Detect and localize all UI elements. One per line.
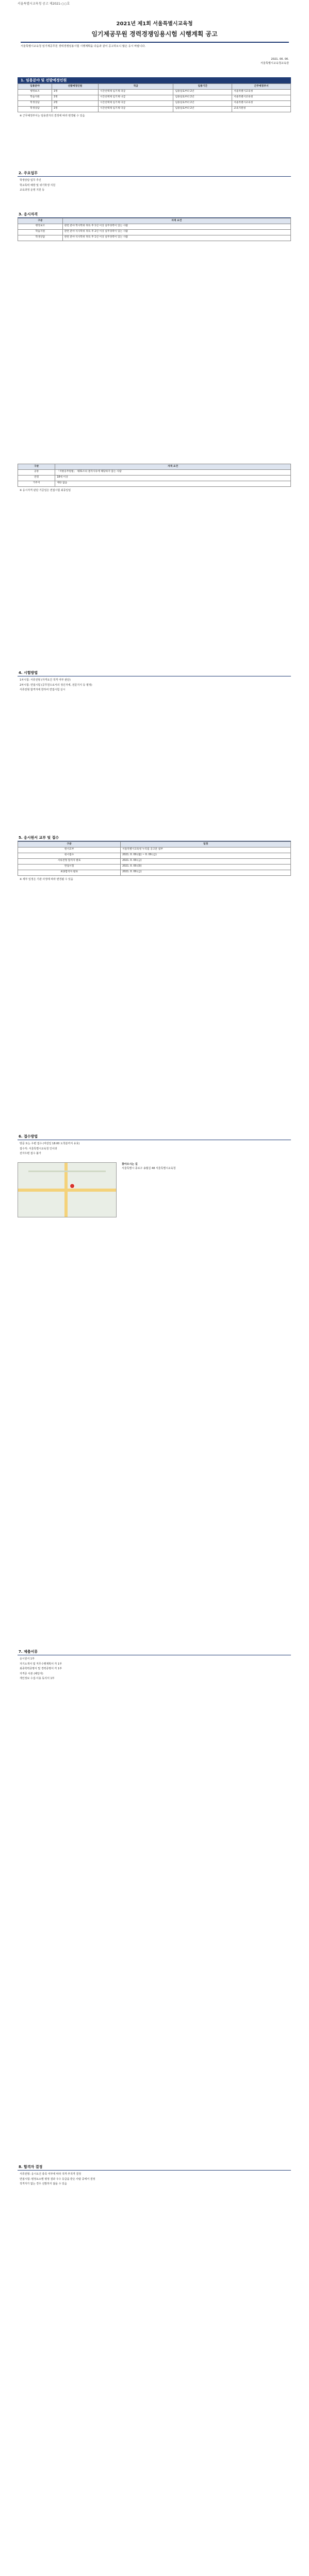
- table-row: [18, 224, 291, 229]
- table-cell: 관련 분야 학사학위 취득 후 1년 이상 실무경력이 있는 사람: [62, 224, 290, 229]
- table-cell: 서류전형 합격자 발표: [18, 858, 121, 864]
- notice-date: 2021. 00. 00.: [271, 58, 289, 61]
- table-cell: 임용일로부터 2년: [173, 100, 232, 106]
- list-item: 자기소개서 및 직무수행계획서 각 1부: [20, 1662, 62, 1666]
- table-row: [18, 870, 291, 875]
- table-cell: 2021. 0. 00.(화): [121, 864, 291, 870]
- table-cell: 서울특별시교육청: [232, 95, 291, 100]
- table-header-cell: 구분: [18, 464, 55, 470]
- office-address: 서울특별시 종로구 송월길 48 서울특별시교육청: [122, 1167, 176, 1170]
- table-row: [18, 853, 291, 858]
- title-divider: [21, 42, 289, 43]
- table-row: [18, 106, 291, 112]
- table-cell: 시간선택제 임기제 라급: [98, 89, 173, 95]
- table-cell: 학습지원: [18, 95, 52, 100]
- list-item: 교육과정 운영 지원 등: [20, 189, 45, 192]
- schedule-table: [18, 841, 291, 876]
- table-cell: 행정보조: [18, 224, 63, 229]
- table-header-cell: 자격 요건: [62, 218, 290, 224]
- title-main: 임기제공무원 경력경쟁임용시험 시행계획 공고: [91, 30, 218, 38]
- table-header-cell: 근무예정부서: [232, 84, 291, 90]
- section-qualifications: [18, 211, 291, 241]
- table-cell: 시간선택제 임기제 나급: [98, 95, 173, 100]
- table-header-cell: 임용분야: [18, 84, 52, 90]
- table-cell: 학생상담: [18, 106, 52, 112]
- section-title: 7. 제출서류: [18, 1649, 291, 1655]
- list-item: 2차시험: 면접시험 (공무원으로서의 정신자세, 전문지식 등 평정): [20, 683, 92, 687]
- table-cell: 서울특별시교육청 누리집 공고문 첨부: [121, 847, 291, 853]
- table-cell: 1명: [52, 95, 98, 100]
- table-row: [18, 235, 291, 241]
- schedule-note: ※ 세부 일정은 기관 사정에 따라 변경될 수 있음: [20, 877, 73, 881]
- table-cell: 교육지원청: [232, 106, 291, 112]
- section-schedule: [18, 835, 291, 883]
- list-item: 방문 또는 우편 접수 (마감일 18:00 도착분까지 유효): [20, 1142, 80, 1145]
- table-row: [18, 481, 291, 486]
- list-item: 개인정보 수집·이용 동의서 1부: [20, 1677, 55, 1680]
- list-item: 자격증 사본 (해당자): [20, 1672, 43, 1675]
- table-row: [18, 847, 291, 853]
- notice-date-block: [186, 58, 289, 65]
- section-positions: [18, 77, 291, 120]
- table-header-cell: 직급: [98, 84, 173, 90]
- section-title: 2. 주요업무: [18, 170, 291, 177]
- qualifications-table: [18, 218, 291, 241]
- duties-list: [18, 177, 291, 195]
- table-cell: 2021. 0. 00.(금): [121, 858, 291, 864]
- table-row: [18, 475, 291, 481]
- map-pin-icon: [70, 1183, 75, 1189]
- table-cell: 관련 분야 석사학위 취득 후 2년 이상 실무경력이 있는 사람: [62, 229, 290, 235]
- table-cell: 행정보조: [18, 89, 52, 95]
- common-qualifications-table: [18, 464, 291, 487]
- list-item: 면접시험: 평정요소별 평정 결과 우수 등급을 받은 사람 중에서 결정: [20, 2177, 95, 2181]
- table-header-cell: 일정: [121, 842, 291, 848]
- table-row: [18, 95, 291, 100]
- section-selection: [18, 2164, 291, 2189]
- intro-text: 서울특별시교육청 임기제공무원 경력경쟁임용시험 시행계획을 다음과 같이 공고하오니 많은 응시 바랍니다.: [21, 45, 145, 48]
- section-title: 3. 응시자격: [18, 211, 291, 218]
- table-cell: 18세 이상: [55, 475, 291, 481]
- table-header-cell: 구분: [18, 842, 121, 848]
- table-header-cell: 자격 요건: [55, 464, 291, 470]
- section-exam-method: [18, 670, 291, 694]
- table-cell: 2021. 0. 00.(월) ~ 0. 00.(금): [121, 853, 291, 858]
- list-item: 전자우편 접수 불가: [20, 1152, 41, 1155]
- notice-org: 서울특별시교육청교육감: [260, 61, 289, 65]
- positions-note: ※ 근무예정부서는 임용권자의 결정에 따라 변경될 수 있음: [20, 114, 85, 117]
- list-item: 응시원서 1부: [20, 1657, 35, 1660]
- section-title: 5. 응시원서 교부 및 접수: [18, 835, 291, 841]
- section-title: 8. 합격자 결정: [18, 2164, 291, 2171]
- section-title: 6. 접수방법: [18, 1133, 291, 1140]
- section-documents: [18, 1649, 291, 1683]
- list-item: 적격자가 없는 경우 선발하지 않을 수 있음: [20, 2182, 67, 2185]
- table-row: [18, 858, 291, 864]
- table-row: [18, 469, 291, 475]
- table-cell: 「지방공무원법」 제31조의 결격사유에 해당하지 않는 사람: [55, 469, 291, 475]
- table-header-cell: 선발예정인원: [52, 84, 98, 90]
- table-cell: 면접시험: [18, 864, 121, 870]
- map-caption: 찾아오시는 길: [122, 1162, 138, 1166]
- list-item: 접수처: 서울특별시교육청 인사과: [20, 1147, 57, 1150]
- list-item: 1차시험: 서류전형 (자격요건 적격 여부 판단): [20, 679, 71, 682]
- list-item: 학교폭력 예방 및 위기학생 지원: [20, 183, 56, 187]
- table-row: [18, 864, 291, 870]
- title-block: [0, 21, 309, 43]
- table-cell: 원서교부: [18, 847, 121, 853]
- table-cell: 제한 없음: [55, 481, 291, 486]
- list-item: 서류전형 합격자에 한하여 면접시험 실시: [20, 688, 66, 691]
- exam-method-list: [18, 676, 291, 694]
- table-header-cell: 임용기간: [173, 84, 232, 90]
- table-cell: 공통: [18, 469, 55, 475]
- table-cell: 연령: [18, 475, 55, 481]
- section-application: [18, 1133, 291, 1217]
- table-cell: 학생상담: [18, 235, 63, 241]
- table-row: [18, 229, 291, 235]
- table-cell: 1명: [52, 89, 98, 95]
- location-map: [18, 1162, 117, 1217]
- positions-table: [18, 83, 291, 112]
- table-cell: 거주지: [18, 481, 55, 486]
- table-cell: 원서접수: [18, 853, 121, 858]
- table-cell: 2명: [52, 100, 98, 106]
- table-row: [18, 100, 291, 106]
- table-cell: 시간선택제 임기제 다급: [98, 100, 173, 106]
- table-cell: 임용일로부터 2년: [173, 89, 232, 95]
- qualifications-note: ※ 응시자격 판단 기준일은 면접시험 최종일임: [20, 488, 71, 492]
- table-cell: 관련 분야 석사학위 취득 후 1년 이상 실무경력이 있는 사람: [62, 235, 290, 241]
- top-note: 서울특별시교육청 공고 제2021-○○호: [18, 2, 70, 6]
- table-cell: 최종합격자 발표: [18, 870, 121, 875]
- table-cell: 서울특별시교육청: [232, 100, 291, 106]
- table-cell: 학습지원: [18, 229, 63, 235]
- section-title: 1. 임용분야 및 선발예정인원: [18, 77, 291, 83]
- table-header-cell: 구분: [18, 218, 63, 224]
- list-item: 서류전형: 응시요건 충족 여부에 따라 적격·부적격 결정: [20, 2173, 82, 2176]
- documents-list: [18, 1655, 291, 1683]
- application-list: [18, 1140, 291, 1158]
- table-cell: 1명: [52, 106, 98, 112]
- selection-list: [18, 2171, 291, 2189]
- table-cell: 시간선택제 임기제 다급: [98, 106, 173, 112]
- list-item: 학생상담 업무 추진: [20, 179, 41, 182]
- table-row: [18, 89, 291, 95]
- table-cell: 2021. 0. 00.(금): [121, 870, 291, 875]
- table-cell: 임용일로부터 2년: [173, 95, 232, 100]
- table-cell: 서울특별시교육청: [232, 89, 291, 95]
- section-title: 4. 시험방법: [18, 670, 291, 676]
- title-subtitle: 2021년 제1회 서울특별시교육청: [116, 21, 193, 27]
- section-duties: [18, 170, 291, 195]
- list-item: 최종학력증명서 및 경력증명서 각 1부: [20, 1667, 62, 1670]
- table-cell: 학생상담: [18, 100, 52, 106]
- table-cell: 임용일로부터 2년: [173, 106, 232, 112]
- section-qualifications-common: [18, 464, 291, 494]
